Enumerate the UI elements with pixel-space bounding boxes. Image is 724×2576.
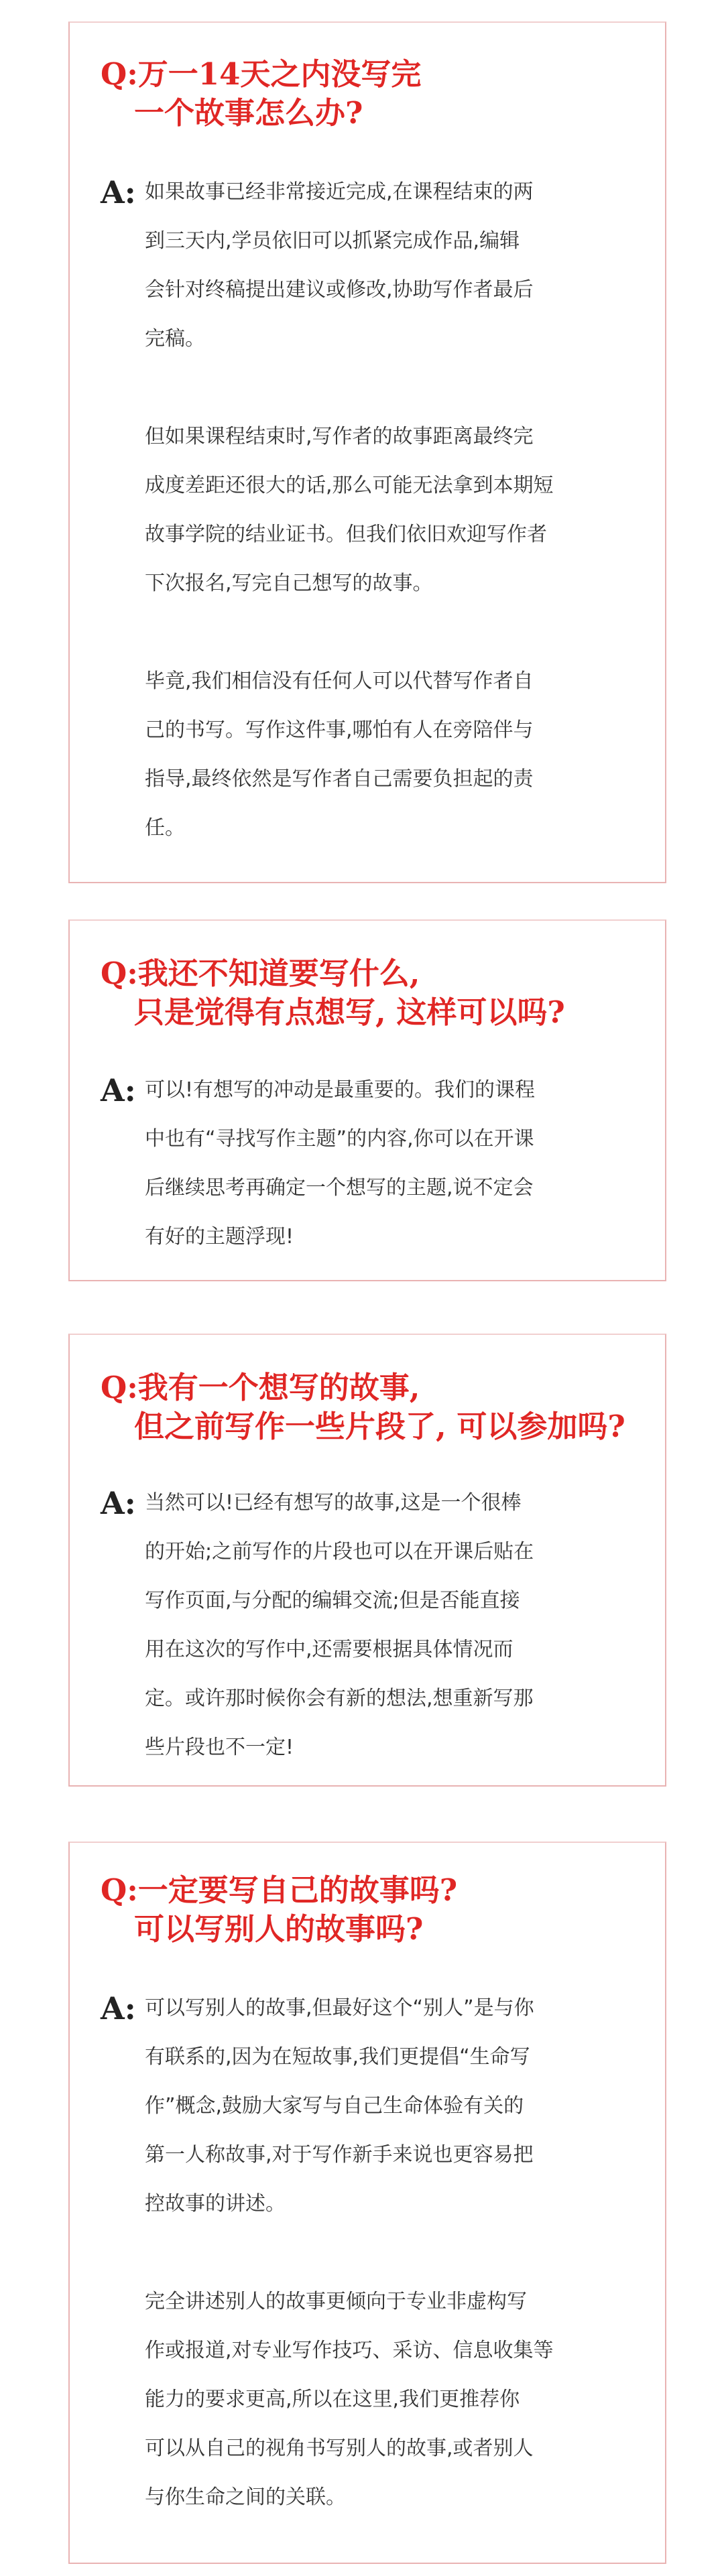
- answer-marker: A:: [101, 1072, 136, 1108]
- answer-line: 定。或许那时候你会有新的想法,想重新写那: [145, 1687, 534, 1710]
- answer-marker: A:: [101, 1485, 136, 1521]
- answer-line: 当然可以!已经有想写的故事,这是一个很棒: [145, 1491, 522, 1515]
- faq-card: [68, 1334, 666, 1787]
- answer-line: 如果故事已经非常接近完成,在课程结束的两: [145, 180, 534, 204]
- answer-line: 作或报道,对专业写作技巧、采访、信息收集等: [145, 2339, 554, 2362]
- answer-line: 成度差距还很大的话,那么可能无法拿到本期短: [145, 474, 554, 497]
- answer-line: 与你生命之间的关联。: [145, 2486, 346, 2509]
- answer-line: 有好的主题浮现!: [145, 1225, 294, 1248]
- answer-line: 完全讲述别人的故事更倾向于专业非虚构写: [145, 2290, 527, 2313]
- answer-paragraph: [145, 168, 601, 363]
- answer-paragraph: [145, 657, 601, 852]
- answer-paragraph: [145, 1478, 601, 1772]
- faq-question: [101, 55, 421, 133]
- faq-card: [68, 1842, 666, 2564]
- faq-answer: [145, 168, 601, 852]
- answer-line: 可以写别人的故事,但最好这个“别人”是与你: [145, 1996, 534, 2020]
- answer-line: 些片段也不一定!: [145, 1736, 294, 1759]
- answer-line: 指导,最终依然是写作者自己需要负担起的责: [145, 767, 534, 791]
- answer-line: 下次报名,写完自己想写的故事。: [145, 572, 433, 595]
- faq-question: [101, 1368, 625, 1446]
- answer-line: 的开始;之前写作的片段也可以在开课后贴在: [145, 1540, 534, 1563]
- answer-line: 到三天内,学员依旧可以抓紧完成作品,编辑: [145, 229, 520, 253]
- answer-line: 会针对终稿提出建议或修改,协助写作者最后: [145, 278, 534, 302]
- answer-line: 第一人称故事,对于写作新手来说也更容易把: [145, 2143, 534, 2167]
- answer-line: 但如果课程结束时,写作者的故事距离最终完: [145, 425, 534, 448]
- answer-line: 可以从自己的视角书写别人的故事,或者别人: [145, 2437, 534, 2460]
- faq-answer: [145, 1478, 601, 1772]
- faq-card: [68, 919, 666, 1281]
- answer-line: 中也有“寻找写作主题”的内容,你可以在开课: [145, 1127, 534, 1151]
- answer-paragraph: [145, 2277, 601, 2522]
- answer-line: 可以!有想写的冲动是最重要的。我们的课程: [145, 1078, 536, 1102]
- answer-line: 写作页面,与分配的编辑交流;但是否能直接: [145, 1589, 520, 1612]
- question-line: 只是觉得有点想写, 这样可以吗?: [134, 994, 565, 1030]
- answer-line: 故事学院的结业证书。但我们依旧欢迎写作者: [145, 523, 547, 546]
- faq-answer: [145, 1066, 601, 1261]
- answer-line: 毕竟,我们相信没有任何人可以代替写作者自: [145, 669, 534, 693]
- answer-line: 控故事的讲述。: [145, 2192, 286, 2215]
- answer-marker: A:: [101, 174, 136, 210]
- question-line: Q:我有一个想写的故事,: [101, 1370, 420, 1405]
- answer-line: 完稿。: [145, 327, 205, 350]
- answer-paragraph: [145, 1984, 601, 2228]
- answer-paragraph: [145, 412, 601, 608]
- faq-question: [101, 1871, 457, 1949]
- faq-answer: [145, 1984, 601, 2522]
- faq-question: [101, 954, 565, 1032]
- answer-line: 后继续思考再确定一个想写的主题,说不定会: [145, 1176, 534, 1200]
- question-line: 一个故事怎么办?: [134, 95, 363, 131]
- answer-line: 己的书写。写作这件事,哪怕有人在旁陪伴与: [145, 718, 534, 742]
- answer-line: 有联系的,因为在短故事,我们更提倡“生命写: [145, 2045, 530, 2069]
- faq-card: [68, 21, 666, 883]
- answer-line: 任。: [145, 816, 185, 840]
- answer-paragraph: [145, 1066, 601, 1261]
- question-line: Q:万一14天之内没写完: [101, 56, 422, 92]
- answer-marker: A:: [101, 1990, 136, 2026]
- answer-line: 用在这次的写作中,还需要根据具体情况而: [145, 1638, 514, 1661]
- question-line: 但之前写作一些片段了, 可以参加吗?: [134, 1409, 625, 1444]
- answer-line: 能力的要求更高,所以在这里,我们更推荐你: [145, 2388, 520, 2411]
- answer-line: 作”概念,鼓励大家写与自己生命体验有关的: [145, 2094, 524, 2118]
- question-line: Q:我还不知道要写什么,: [101, 956, 420, 991]
- question-line: Q:一定要写自己的故事吗?: [101, 1872, 458, 1908]
- question-line: 可以写别人的故事吗?: [134, 1911, 424, 1947]
